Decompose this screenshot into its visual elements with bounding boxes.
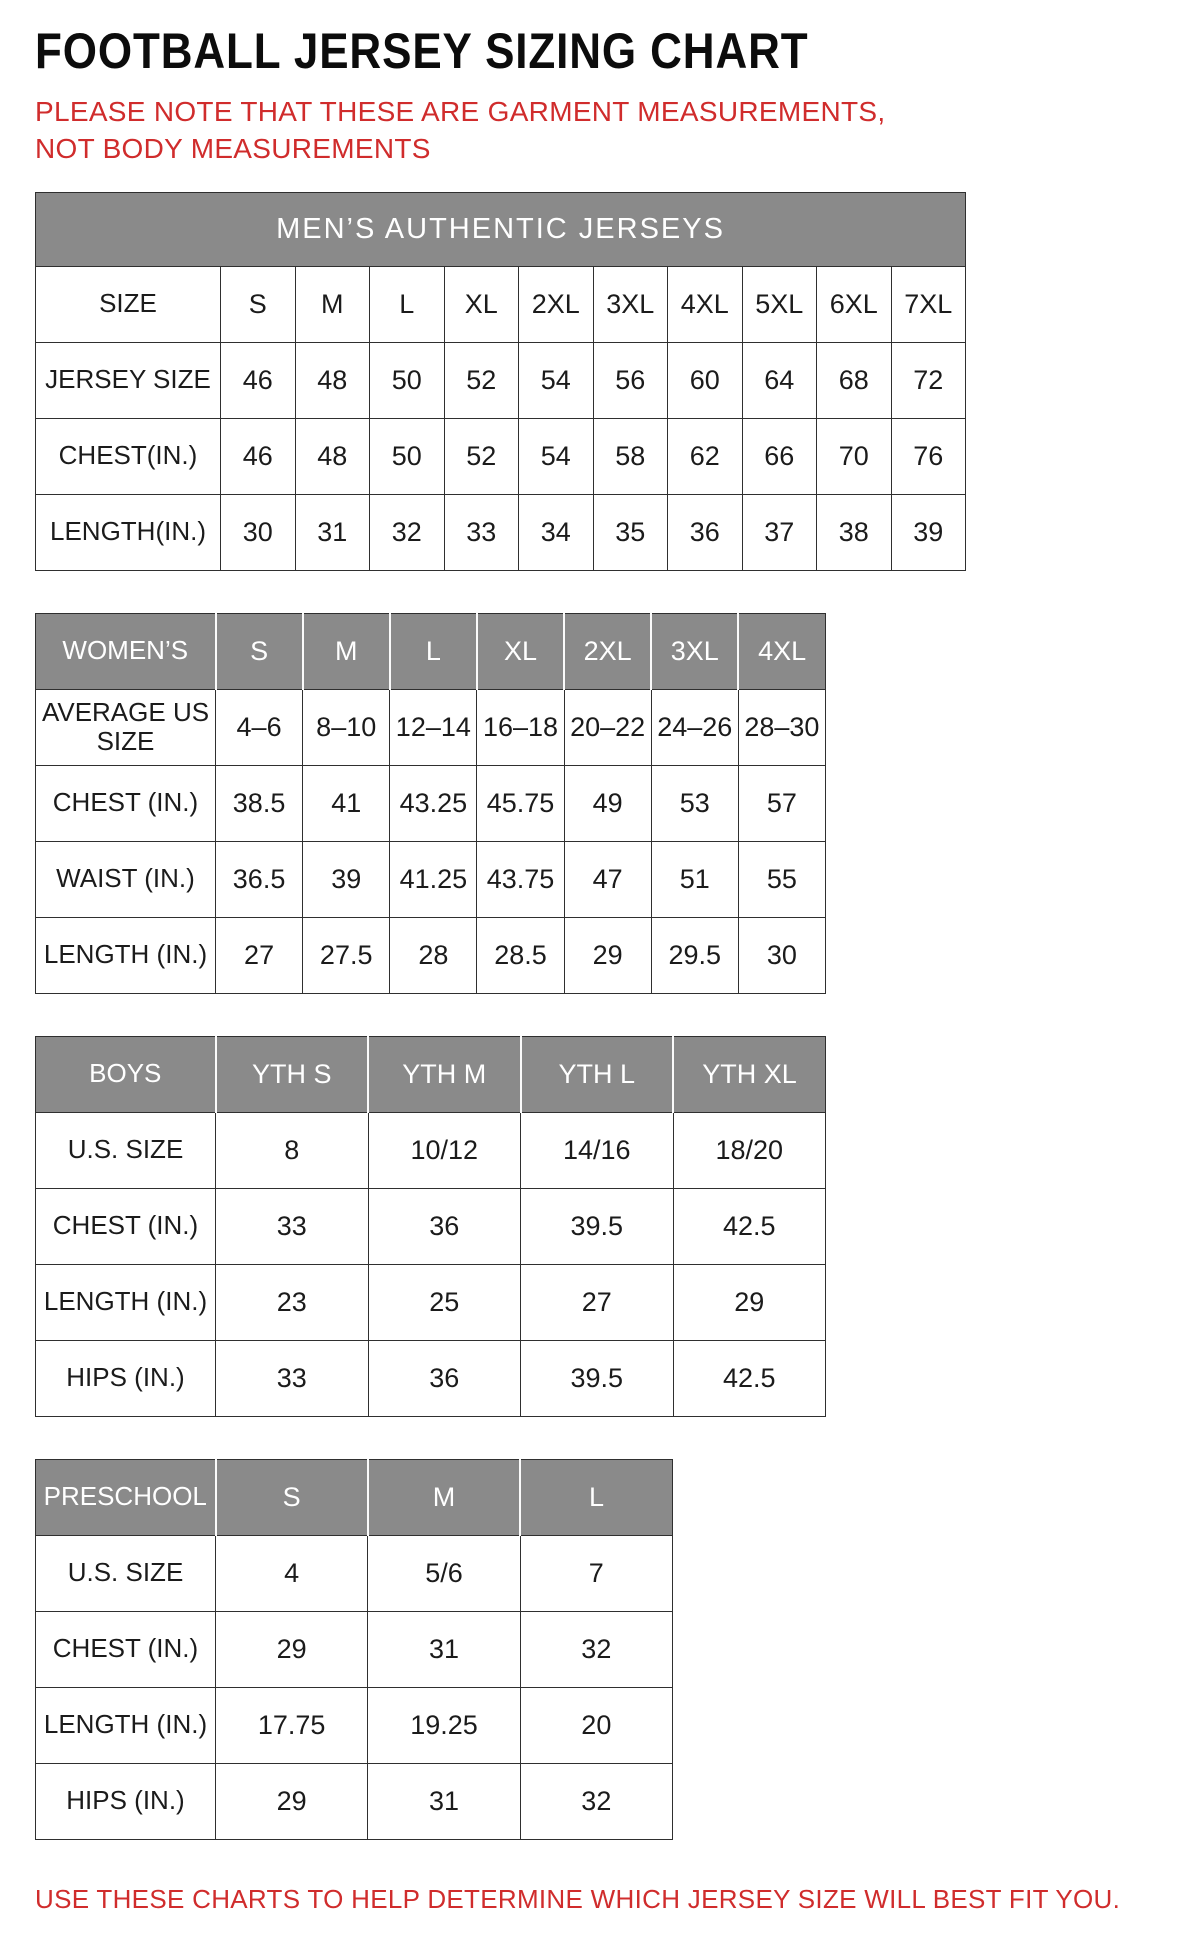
table-cell: 34 xyxy=(519,494,594,570)
table-row xyxy=(36,765,826,841)
table-cell: 7 xyxy=(520,1535,672,1611)
table-cell: 53 xyxy=(651,765,738,841)
row-label: CHEST (IN.) xyxy=(36,1611,216,1687)
table-cell: 28–30 xyxy=(738,689,825,765)
table-cell: 28 xyxy=(390,917,477,993)
table-cell: 29 xyxy=(673,1264,826,1340)
table-row xyxy=(36,1340,826,1416)
table-cell: 19.25 xyxy=(368,1687,520,1763)
table-cell: 68 xyxy=(817,342,892,418)
table-cell: 50 xyxy=(370,418,445,494)
page-title: FOOTBALL JERSEY SIZING CHART xyxy=(35,23,809,79)
sizing-table xyxy=(35,613,826,994)
table-row xyxy=(36,418,966,494)
row-label: LENGTH (IN.) xyxy=(36,917,216,993)
column-header-cell: M xyxy=(303,613,390,689)
row-label: CHEST (IN.) xyxy=(36,1188,216,1264)
row-label: LENGTH(IN.) xyxy=(36,494,221,570)
table-cell: 48 xyxy=(295,342,370,418)
table-cell: 54 xyxy=(519,418,594,494)
table-cell: L xyxy=(370,266,445,342)
table-cell: 35 xyxy=(593,494,668,570)
table-cell: 29.5 xyxy=(651,917,738,993)
table-cell: 38 xyxy=(817,494,892,570)
table-cell: 29 xyxy=(216,1763,368,1839)
table-cell: 30 xyxy=(738,917,825,993)
row-label: CHEST (IN.) xyxy=(36,765,216,841)
table-cell: 46 xyxy=(221,418,296,494)
table-cell: 39.5 xyxy=(521,1340,674,1416)
table-row xyxy=(36,1535,673,1611)
table-cell: 56 xyxy=(593,342,668,418)
table-cell: 52 xyxy=(444,342,519,418)
table-cell: 32 xyxy=(370,494,445,570)
table-cell: 36 xyxy=(668,494,743,570)
column-header-cell: S xyxy=(216,613,303,689)
column-header-cell: S xyxy=(216,1459,368,1535)
table-cell: 33 xyxy=(216,1340,369,1416)
table-cell: 5XL xyxy=(742,266,817,342)
table-cell: 30 xyxy=(221,494,296,570)
table-cell: 48 xyxy=(295,418,370,494)
table-cell: 29 xyxy=(216,1611,368,1687)
table-title-cell: BOYS xyxy=(36,1036,216,1112)
mens-authentic-jerseys-table xyxy=(35,192,1200,571)
table-cell: 36.5 xyxy=(216,841,303,917)
table-cell: 36 xyxy=(368,1188,521,1264)
table-row xyxy=(36,841,826,917)
table-row xyxy=(36,266,966,342)
table-cell: 47 xyxy=(564,841,651,917)
table-banner: MEN’S AUTHENTIC JERSEYS xyxy=(36,192,966,266)
table-row xyxy=(36,1112,826,1188)
table-cell: 3XL xyxy=(593,266,668,342)
table-cell: 27.5 xyxy=(303,917,390,993)
row-label: SIZE xyxy=(36,266,221,342)
table-row xyxy=(36,1763,673,1839)
column-header-cell: L xyxy=(520,1459,672,1535)
table-cell: S xyxy=(221,266,296,342)
table-row xyxy=(36,342,966,418)
table-row xyxy=(36,494,966,570)
table-cell: 43.75 xyxy=(477,841,564,917)
row-label: AVERAGE US SIZE xyxy=(36,689,216,765)
row-label: JERSEY SIZE xyxy=(36,342,221,418)
column-header-cell: 3XL xyxy=(651,613,738,689)
table-cell: 37 xyxy=(742,494,817,570)
table-cell: XL xyxy=(444,266,519,342)
table-title-cell: PRESCHOOL xyxy=(36,1459,216,1535)
table-row xyxy=(36,1188,826,1264)
table-row xyxy=(36,689,826,765)
table-cell: 7XL xyxy=(891,266,966,342)
table-header-row xyxy=(36,1459,673,1535)
table-cell: 55 xyxy=(738,841,825,917)
table-cell: 20 xyxy=(520,1687,672,1763)
row-label: U.S. SIZE xyxy=(36,1535,216,1611)
table-cell: 31 xyxy=(368,1763,520,1839)
row-label: HIPS (IN.) xyxy=(36,1340,216,1416)
table-cell: 38.5 xyxy=(216,765,303,841)
row-label: CHEST(IN.) xyxy=(36,418,221,494)
table-cell: 5/6 xyxy=(368,1535,520,1611)
table-cell: 18/20 xyxy=(673,1112,826,1188)
column-header-cell: 4XL xyxy=(738,613,825,689)
table-cell: 76 xyxy=(891,418,966,494)
table-cell: 42.5 xyxy=(673,1188,826,1264)
garment-measurements-note: PLEASE NOTE THAT THESE ARE GARMENT MEASUREMENTS, NOT BODY MEASUREMENTS xyxy=(35,96,886,164)
row-label: LENGTH (IN.) xyxy=(36,1687,216,1763)
table-cell: 39.5 xyxy=(521,1188,674,1264)
table-cell: 27 xyxy=(216,917,303,993)
table-cell: 66 xyxy=(742,418,817,494)
table-row xyxy=(36,1687,673,1763)
table-cell: 12–14 xyxy=(390,689,477,765)
column-header-cell: YTH L xyxy=(521,1036,674,1112)
table-cell: 24–26 xyxy=(651,689,738,765)
table-cell: 23 xyxy=(216,1264,369,1340)
column-header-cell: XL xyxy=(477,613,564,689)
table-cell: 33 xyxy=(444,494,519,570)
sizing-table xyxy=(35,192,966,571)
table-cell: 4 xyxy=(216,1535,368,1611)
table-cell: 51 xyxy=(651,841,738,917)
table-cell: 33 xyxy=(216,1188,369,1264)
table-cell: 6XL xyxy=(817,266,892,342)
table-cell: 62 xyxy=(668,418,743,494)
column-header-cell: 2XL xyxy=(564,613,651,689)
table-cell: 70 xyxy=(817,418,892,494)
table-cell: 49 xyxy=(564,765,651,841)
table-cell: 39 xyxy=(891,494,966,570)
table-cell: 28.5 xyxy=(477,917,564,993)
table-cell: 54 xyxy=(519,342,594,418)
table-cell: 32 xyxy=(520,1763,672,1839)
table-cell: 20–22 xyxy=(564,689,651,765)
table-row xyxy=(36,1611,673,1687)
table-cell: 39 xyxy=(303,841,390,917)
table-cell: 31 xyxy=(295,494,370,570)
boys-sizing-table xyxy=(35,1036,1200,1417)
sizing-table xyxy=(35,1459,673,1840)
table-cell: 60 xyxy=(668,342,743,418)
table-cell: 29 xyxy=(564,917,651,993)
table-cell: 58 xyxy=(593,418,668,494)
table-cell: 4XL xyxy=(668,266,743,342)
column-header-cell: YTH M xyxy=(368,1036,521,1112)
table-cell: 25 xyxy=(368,1264,521,1340)
row-label: U.S. SIZE xyxy=(36,1112,216,1188)
table-cell: 2XL xyxy=(519,266,594,342)
table-header-row xyxy=(36,1036,826,1112)
womens-sizing-table xyxy=(35,613,1200,994)
table-cell: 8–10 xyxy=(303,689,390,765)
column-header-cell: L xyxy=(390,613,477,689)
table-cell: 50 xyxy=(370,342,445,418)
table-cell: 42.5 xyxy=(673,1340,826,1416)
table-cell: 14/16 xyxy=(521,1112,674,1188)
table-cell: 8 xyxy=(216,1112,369,1188)
table-header-row xyxy=(36,613,826,689)
table-cell: 10/12 xyxy=(368,1112,521,1188)
table-cell: 36 xyxy=(368,1340,521,1416)
row-label: HIPS (IN.) xyxy=(36,1763,216,1839)
table-title-cell: WOMEN’S xyxy=(36,613,216,689)
table-cell: 16–18 xyxy=(477,689,564,765)
row-label: WAIST (IN.) xyxy=(36,841,216,917)
table-cell: M xyxy=(295,266,370,342)
column-header-cell: YTH XL xyxy=(673,1036,826,1112)
table-cell: 46 xyxy=(221,342,296,418)
row-label: LENGTH (IN.) xyxy=(36,1264,216,1340)
table-cell: 27 xyxy=(521,1264,674,1340)
table-cell: 43.25 xyxy=(390,765,477,841)
sizing-table xyxy=(35,1036,826,1417)
preschool-sizing-table xyxy=(35,1459,1200,1840)
table-cell: 32 xyxy=(520,1611,672,1687)
table-cell: 57 xyxy=(738,765,825,841)
table-cell: 72 xyxy=(891,342,966,418)
table-cell: 41.25 xyxy=(390,841,477,917)
column-header-cell: YTH S xyxy=(216,1036,369,1112)
table-cell: 17.75 xyxy=(216,1687,368,1763)
table-cell: 41 xyxy=(303,765,390,841)
table-banner-row xyxy=(36,192,966,266)
table-cell: 31 xyxy=(368,1611,520,1687)
table-cell: 64 xyxy=(742,342,817,418)
table-cell: 4–6 xyxy=(216,689,303,765)
column-header-cell: M xyxy=(368,1459,520,1535)
table-cell: 52 xyxy=(444,418,519,494)
table-row xyxy=(36,1264,826,1340)
table-cell: 45.75 xyxy=(477,765,564,841)
best-fit-note: USE THESE CHARTS TO HELP DETERMINE WHICH JERSEY SIZE WILL BEST FIT YOU. xyxy=(35,1883,1121,1914)
table-row xyxy=(36,917,826,993)
